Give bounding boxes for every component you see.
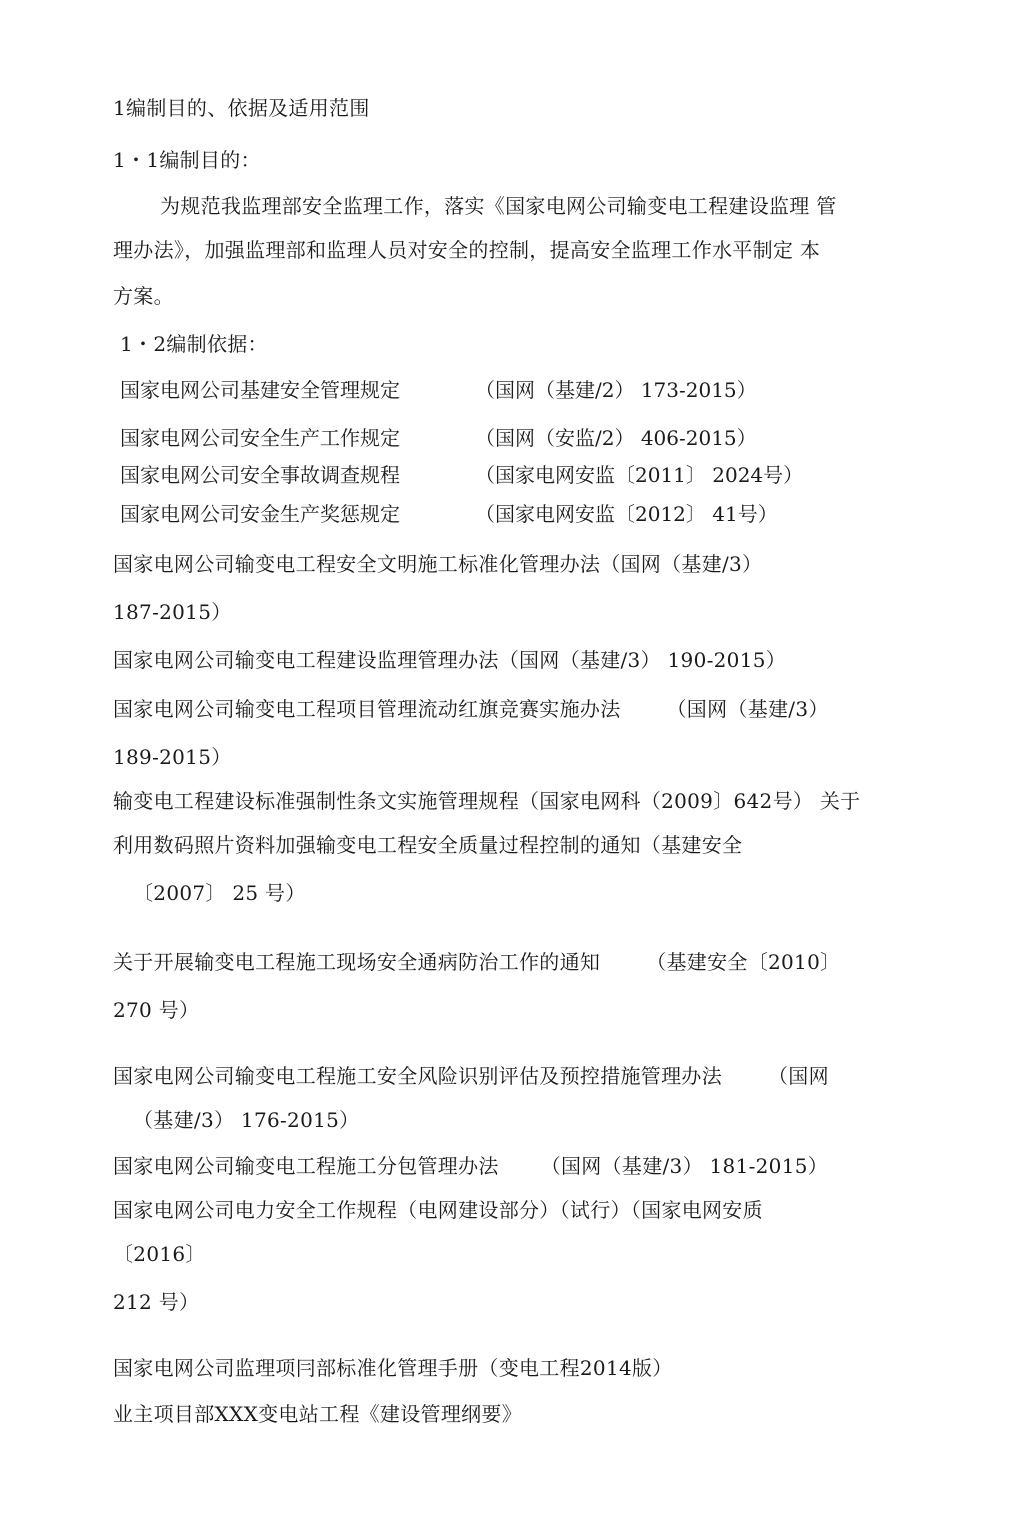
basis-row [120,461,804,489]
basis-line: 国家电网公司电力安全工作规程（电网建设部分）（试行）（国家电网安质 [113,1198,763,1222]
basis-line-text: 关于开展输变电工程施工现场安全通病防治工作的通知 [113,950,601,974]
basis-line: 187-2015） [113,600,232,624]
basis-row [120,376,757,404]
basis-row-name: 国家电网公司基建安全管理规定 [120,378,400,402]
basis-line [113,948,840,976]
basis-line-code: （基建安全〔2010〕 [646,950,841,974]
basis-line: （基建/3） 176-2015） [133,1108,360,1132]
basis-line-code: （国网 [768,1064,829,1088]
basis-line: 〔2007〕 25 号） [133,881,306,905]
basis-line-text: 国家电网公司输变电工程施工安全风险识别评估及预控措施管理办法 [113,1064,722,1088]
basis-row-name: 国家电网公司安全生产工作规定 [120,426,400,450]
basis-row-code: （国网（安监/2） 406-2015） [475,426,757,450]
basis-line: 业主项目部XXX变电站工程《建设管理纲要》 [113,1402,523,1426]
basis-line: 〔2016〕 [113,1242,206,1266]
basis-line-code: （国网（基建/3） 181-2015） [540,1154,829,1178]
basis-line-code: （国网（基建/3） [666,697,829,721]
basis-line: 国家电网公司输变电工程安全文明施工标准化管理办法（国网（基建/3） [113,552,763,576]
basis-row [120,500,778,528]
basis-row [120,424,757,452]
basis-row-name: 国家电网公司安金生产奖惩规定 [120,502,400,526]
subsection-basis-title: 1・2编制依据： [120,332,268,356]
basis-line: 输变电工程建设标准强制性条文实施管理规程（国家电网科（2009〕642号） 关于 [113,789,861,813]
basis-row-name: 国家电网公司安全事故调查规程 [120,463,400,487]
basis-line-text: 国家电网公司输变电工程施工分包管理办法 [113,1154,499,1178]
basis-line: 利用数码照片资料加强输变电工程安全质量过程控制的通知（基建安全 [113,833,743,857]
subsection-purpose-title: 1・1编制目的： [113,148,261,172]
purpose-line-2: 理办法》，加强监理部和监理人员对安全的控制，提高安全监理工作水平制定 本 [113,238,821,262]
basis-line [113,1152,828,1180]
basis-line-text: 国家电网公司输变电工程项目管理流动红旗竞赛实施办法 [113,697,621,721]
section-title: 1编制目的、依据及适用范围 [113,96,370,120]
basis-row-code: （国家电网安监〔2011〕 2024号） [475,463,804,487]
basis-line: 189-2015） [113,745,232,769]
purpose-line-3: 方案。 [113,284,174,308]
basis-line [113,695,829,723]
basis-row-code: （国家电网安监〔2012〕 41号） [475,502,778,526]
purpose-line-1: 为规范我监理部安全监理工作，落实《国家电网公司输变电工程建设监理 管 [160,194,837,218]
basis-line: 国家电网公司输变电工程建设监理管理办法（国网（基建/3） 190-2015） [113,648,787,672]
basis-line [113,1062,829,1090]
basis-line: 270 号） [113,998,200,1022]
basis-line: 国家电网公司监理项冃部标准化管理手册（变电工程2014版） [113,1356,673,1380]
basis-row-code: （国网（基建/2） 173-2015） [475,378,757,402]
basis-line: 212 号） [113,1290,200,1314]
